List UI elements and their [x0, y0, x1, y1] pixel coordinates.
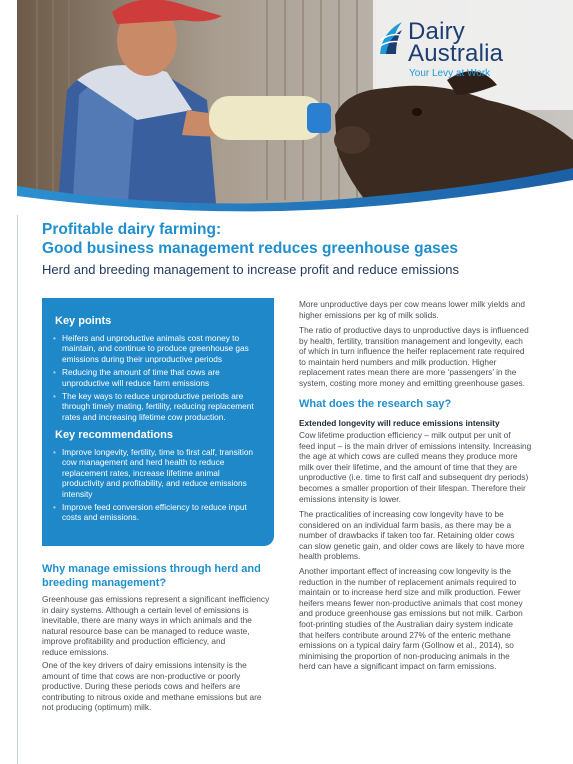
- key-points-heading: Key points: [55, 315, 112, 327]
- longevity-paragraph-2: The practicalities of increasing cow longevity have to be considered on an individual farm basis, as there may be a number of drawbacks if taken too far. Retaining older cows can slow genetic gain, and older cows are likely to have more health problems.: [299, 509, 525, 562]
- logo-tagline: Your Levy at Work: [409, 68, 491, 79]
- logo-wave-icon: [378, 20, 404, 56]
- page-subtitle: Herd and breeding management to increase profit and reduce emissions: [42, 262, 459, 277]
- key-points-list: [53, 333, 267, 425]
- longevity-paragraph-1: Cow lifetime production efficiency – milk output per unit of feed input – is the main driver of emissions intensity. Increasing the age at which cows are culled means they produce more milk over their lifetime, and the amount of time that they are unproductive (i.e. time to first calf and subsequent dry periods) becomes a smaller proportion of their lifespan. Therefore their emissions intensity is lower.: [299, 430, 532, 504]
- right-intro-paragraph-1: More unproductive days per cow means lower milk yields and higher emissions per kg of milk solids.: [299, 299, 525, 320]
- key-recommendations-list: [53, 447, 267, 526]
- research-heading: What does the research say?: [299, 398, 452, 410]
- page-title-line2: Good business management reduces greenhouse gases: [42, 240, 459, 257]
- key-point-item: • The key ways to reduce unproductive periods are through timely mating, fertility, reducing replacement rates and increasing lifetime cow production.: [53, 391, 254, 422]
- dairy-australia-logo: [374, 14, 564, 84]
- longevity-paragraph-3: Another important effect of increasing cow longevity is the reduction in the number of replacement animals required to maintain or to increase herd size and milk production. Fewer heifers means fewer non-productive animals that cost money and produce greenhouse gas emissions but not milk. Carbon foot-printing studies of the Australian dairy system indicate that heifers contribute around 27% of the enteric methane emissions on a typical dairy farm (Gollnow et al., 2014), so minimising the proportion of non-producing animals in the herd can have a significant impact on farm emissions.: [299, 566, 523, 672]
- right-intro-paragraph-2: The ratio of productive days to unproductive days is influenced by health, fertility, transition management and longevity, each of which in turn influence the heifer replacement rate required to maintain herd numbers and milk production. Higher replacement rates mean there are more ‘passengers’ in the system, costing more money and emitting greenhouse gases.: [299, 325, 529, 388]
- key-point-item: • Reducing the amount of time that cows are unproductive will reduce farm emissions: [53, 367, 220, 388]
- page-title-line1: Profitable dairy farming:: [42, 221, 222, 238]
- longevity-subheading: Extended longevity will reduce emissions intensity: [299, 418, 500, 428]
- logo-word-australia: Australia: [408, 40, 504, 67]
- key-recommendations-heading: Key recommendations: [55, 429, 173, 441]
- why-paragraph-2: One of the key drivers of dairy emissions intensity is the amount of time that cows are non-productive or poorly productive. During these periods cows and heifers are contributing to nitrous oxide and methane emissions but are not producing (optimum) milk.: [42, 660, 262, 713]
- key-points-box: [42, 298, 274, 546]
- why-paragraph-1: Greenhouse gas emissions represent a significant inefficiency in dairy systems. Although a certain level of emissions is inevitable, there are many ways in which animals and the natural resource base can be managed to reduce waste, improve profitability and production efficiency, and reduce emissions.: [42, 594, 270, 657]
- logo-word-dairy: Dairy: [408, 18, 466, 45]
- key-recommendation-item: • Improve longevity, fertility, time to first calf, transition cow management and herd health to reduce replacement rates, increase lifetime animal productivity and profitability, and reduce emissions intensity: [53, 447, 254, 499]
- key-recommendation-item: • Improve feed conversion efficiency to reduce input costs and emissions.: [53, 502, 247, 523]
- why-heading-line1: Why manage emissions through herd and: [42, 563, 261, 575]
- why-heading-line2: breeding management?: [42, 577, 167, 589]
- key-point-item: • Heifers and unproductive animals cost money to maintain, and continue to produce greenhouse gas emissions during their unproductive periods: [53, 333, 249, 364]
